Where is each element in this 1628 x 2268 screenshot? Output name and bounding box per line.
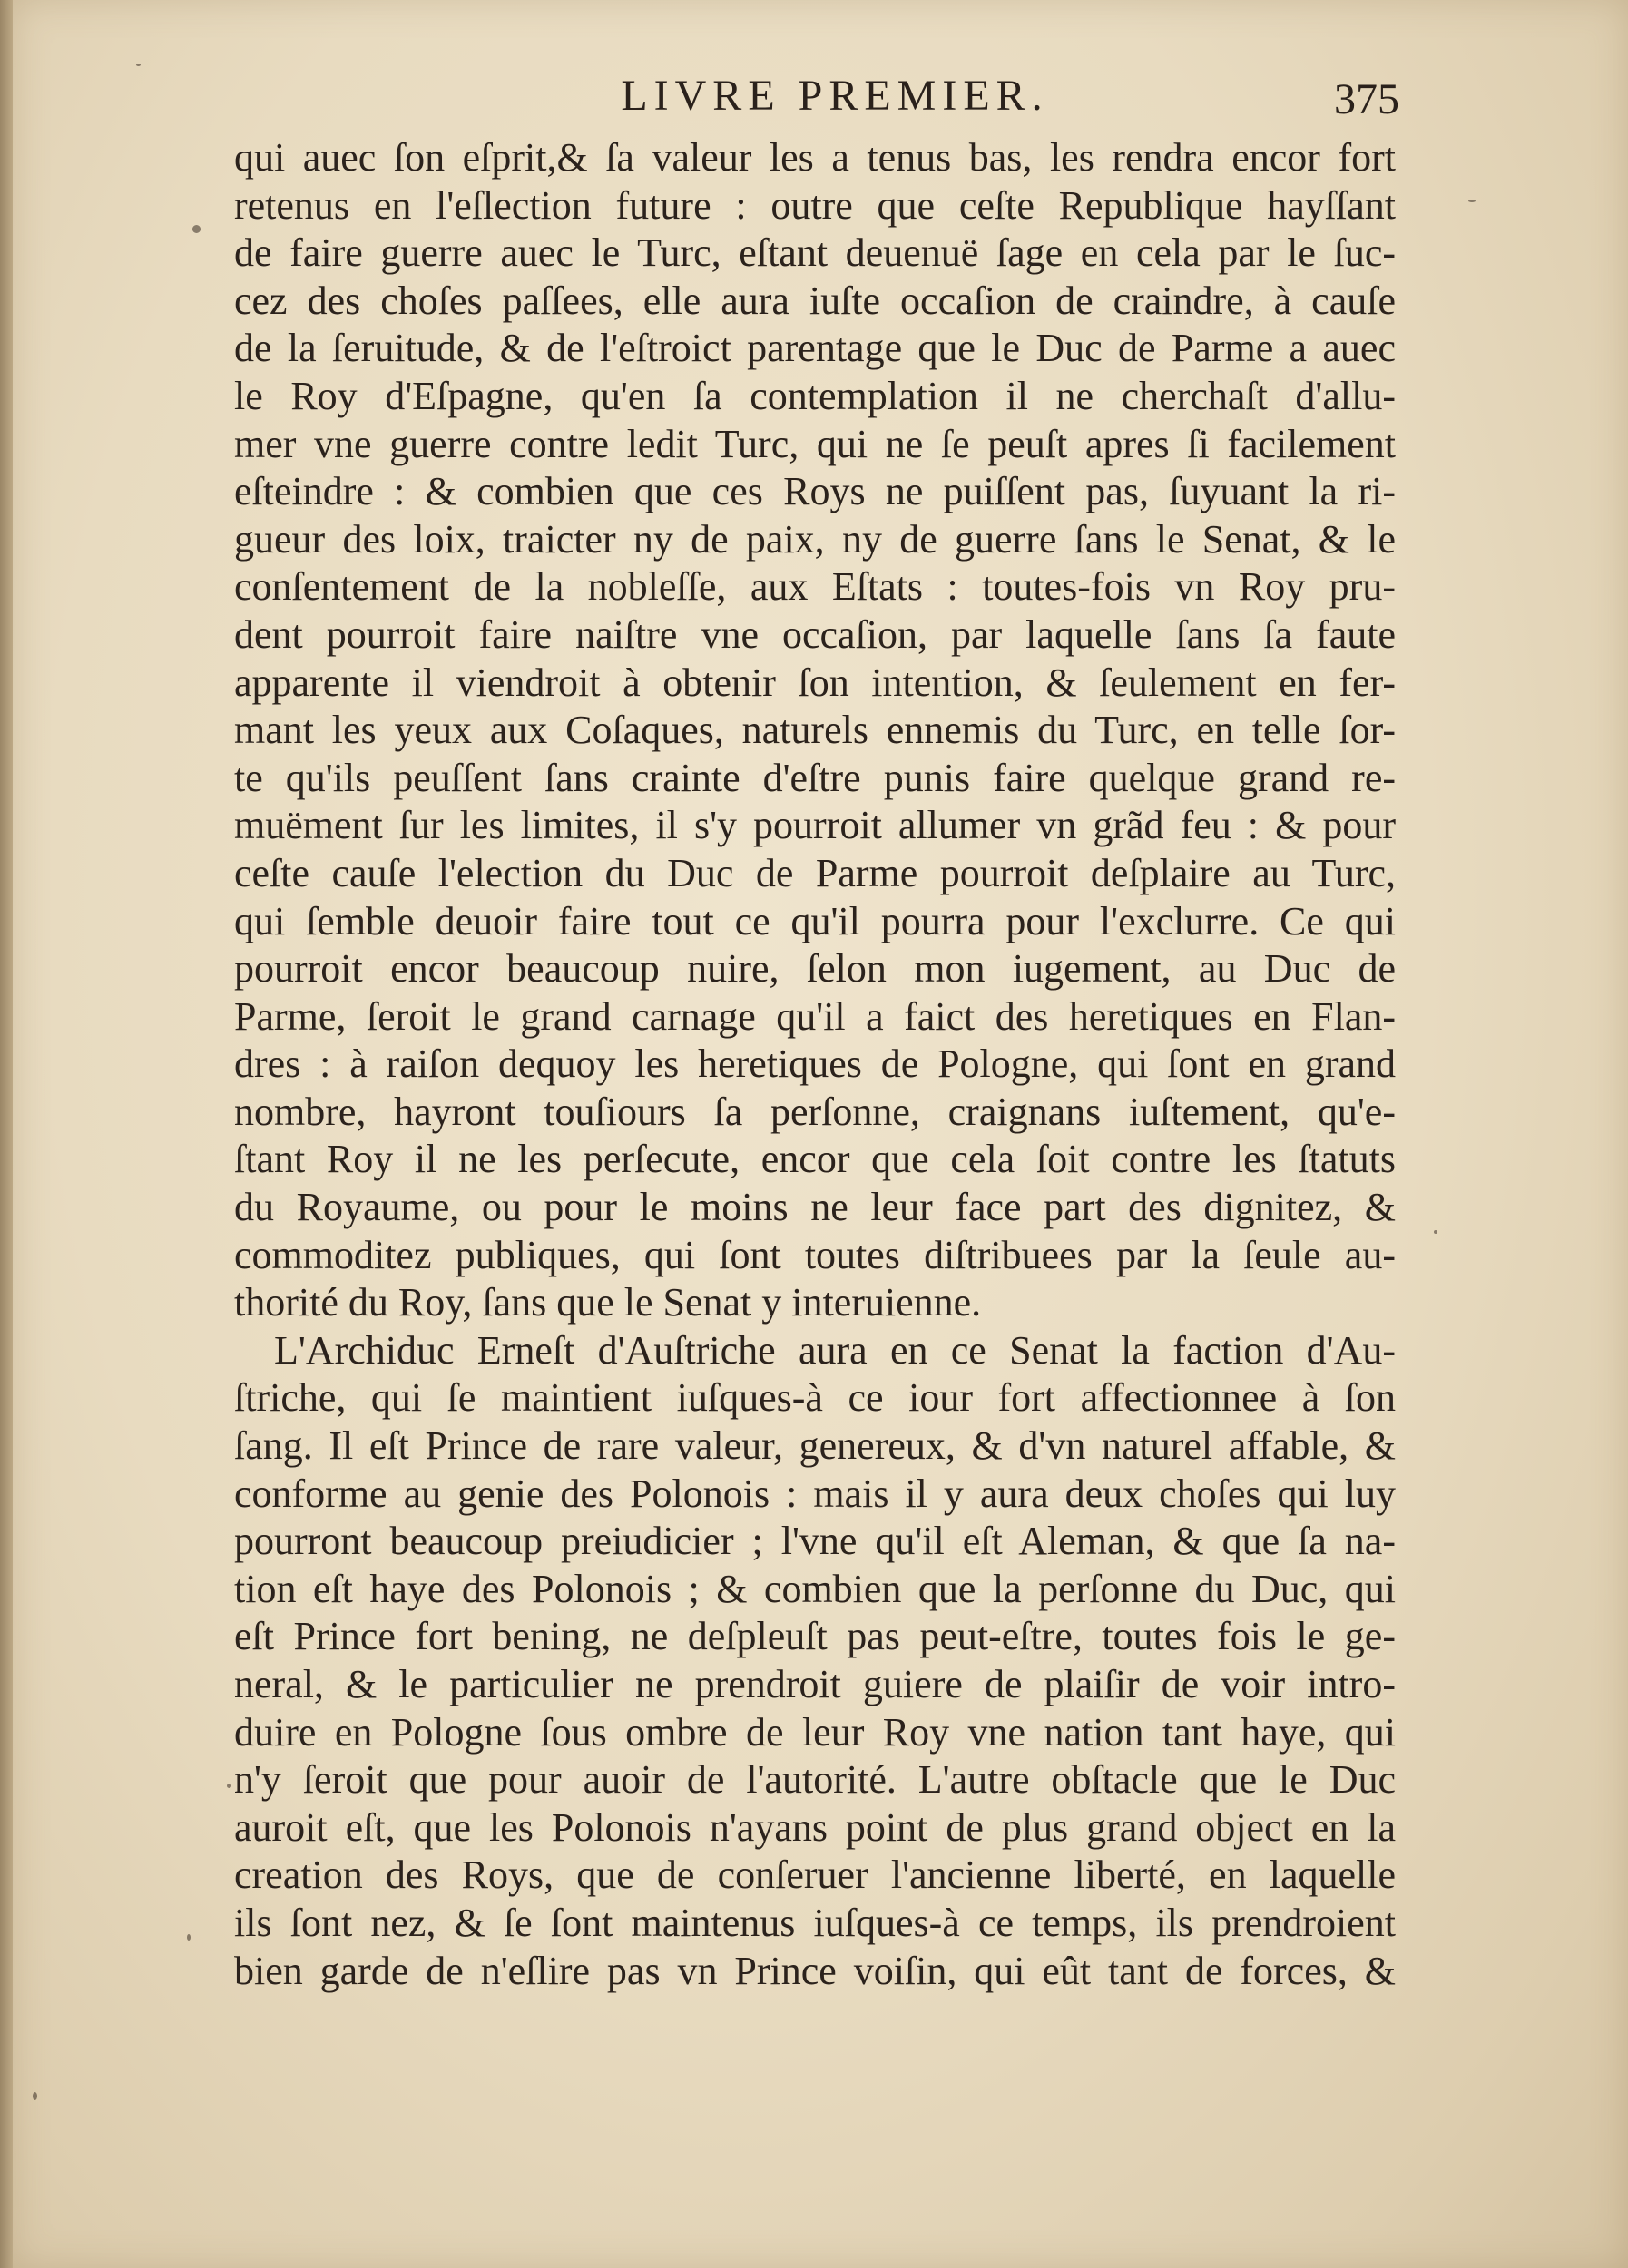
text-line: Parme, ſeroit le grand carnage qu'il a faict des heretiques en Flan- xyxy=(234,993,1396,1039)
text-line: gueur des loix, traicter ny de paix, ny de guerre ſans le Senat, & le xyxy=(234,516,1396,562)
text-line: bien garde de n'eſlire pas vn Prince voiſin, qui eût tant de forces, & xyxy=(234,1948,1396,1993)
text-line: du Royaume, ou pour le moins ne leur face part des dignitez, & xyxy=(234,1185,1396,1230)
text-line: duire en Pologne ſous ombre de leur Roy vne nation tant haye, qui xyxy=(234,1709,1396,1755)
ink-speck xyxy=(1468,200,1476,202)
text-line: ſang. Il eſt Prince de rare valeur, genereux, & d'vn naturel affable, & xyxy=(234,1423,1396,1469)
ink-speck xyxy=(187,1934,191,1941)
text-line: nombre, hayront touſiours ſa perſonne, craignans iuſtement, qu'e- xyxy=(234,1089,1396,1134)
text-line: ſtant Roy il ne les perſecute, encor que cela ſoit contre les ſtatuts xyxy=(234,1137,1396,1182)
text-line: qui ſemble deuoir faire tout ce qu'il pourra pour l'exclurre. Ce qui xyxy=(234,898,1396,943)
text-line: eſteindre : & combien que ces Roys ne puiſſent pas, ſuyuant la ri- xyxy=(234,469,1396,514)
text-line: apparente il viendroit à obtenir ſon intention, & ſeulement en fer- xyxy=(234,660,1396,705)
text-line: qui auec ſon eſprit,& ſa valeur les a tenus bas, les rendra encor fort xyxy=(234,135,1396,180)
text-line: eſt Prince fort bening, ne deſpleuſt pas peut-eſtre, toutes fois le ge- xyxy=(234,1614,1396,1659)
text-line: le Roy d'Eſpagne, qu'en ſa contemplation il ne cherchaſt d'allu- xyxy=(234,373,1396,418)
text-line: neral, & le particulier ne prendroit guiere de plaiſir de voir intro- xyxy=(234,1662,1396,1706)
ink-speck xyxy=(192,225,201,233)
text-line: pourroit encor beaucoup nuire, ſelon mon iugement, au Duc de xyxy=(234,946,1396,992)
text-line: conforme au genie des Polonois : mais il y aura deux choſes qui luy xyxy=(234,1471,1396,1516)
body-text xyxy=(234,134,1396,1995)
text-line: muëment ſur les limites, il s'y pourroit allumer vn grãd feu : & pour xyxy=(234,803,1396,848)
text-line: auroit eſt, que les Polonois n'ayans point de plus grand object en la xyxy=(234,1804,1396,1850)
page-number: 375 xyxy=(1334,75,1399,123)
text-line: ceſte cauſe l'election du Duc de Parme pourroit deſplaire au Turc, xyxy=(234,850,1396,895)
text-line: creation des Roys, que de conſeruer l'ancienne liberté, en laquelle xyxy=(234,1853,1396,1898)
ink-speck xyxy=(136,64,141,66)
running-title: LIVRE PREMIER. xyxy=(621,72,1049,120)
text-line: tion eſt haye des Polonois ; & combien que la perſonne du Duc, qui xyxy=(234,1566,1396,1611)
text-line: cez des choſes paſſees, elle aura iuſte occaſion de craindre, à cauſe xyxy=(234,278,1396,323)
text-line: dres : à raiſon dequoy les heretiques de Pologne, qui ſont en grand xyxy=(234,1041,1396,1087)
text-line: mer vne guerre contre ledit Turc, qui ne ſe peuſt apres ſi facilement xyxy=(234,421,1396,466)
text-line-paragraph-end: thorité du Roy, ſans que le Senat y interuienne. xyxy=(234,1280,982,1325)
text-line: dent pourroit faire naiſtre vne occaſion, par laquelle ſans ſa faute xyxy=(234,611,1396,657)
text-line: mant les yeux aux Coſaques, naturels ennemis du Turc, en telle ſor- xyxy=(234,708,1396,753)
text-line: pourront beaucoup preiudicier ; l'vne qu'il eſt Aleman, & que ſa na- xyxy=(234,1519,1396,1564)
ink-speck xyxy=(33,2092,37,2100)
text-line-paragraph-start: L'Archiduc Erneſt d'Auſtriche aura en ce Senat la faction d'Au- xyxy=(274,1327,1396,1373)
text-line: retenus en l'eſlection future : outre que ceſte Republique hayſſant xyxy=(234,182,1396,228)
ink-speck xyxy=(1434,1230,1437,1234)
text-line: de la ſeruitude, & de l'eſtroict parentage que le Duc de Parme a auec xyxy=(234,326,1396,371)
ink-speck xyxy=(227,1784,231,1788)
text-line: ils ſont nez, & ſe ſont maintenus iuſques-à ce temps, ils prendroient xyxy=(234,1900,1396,1945)
text-line: ſtriche, qui ſe maintient iuſques-à ce iour fort affectionnee à ſon xyxy=(234,1375,1396,1421)
text-line: n'y ſeroit que pour auoir de l'autorité. L'autre obſtacle que le Duc xyxy=(234,1757,1396,1803)
binding-gutter xyxy=(0,0,13,2268)
text-line: commoditez publiques, qui ſont toutes diſtribuees par la ſeule au- xyxy=(234,1232,1396,1277)
text-line: conſentement de la nobleſſe, aux Eſtats : toutes-fois vn Roy pru- xyxy=(234,564,1396,610)
text-line: te qu'ils peuſſent ſans crainte d'eſtre punis faire quelque grand re- xyxy=(234,755,1396,800)
text-line: de faire guerre auec le Turc, eſtant deuenuë ſage en cela par le ſuc- xyxy=(234,230,1396,276)
